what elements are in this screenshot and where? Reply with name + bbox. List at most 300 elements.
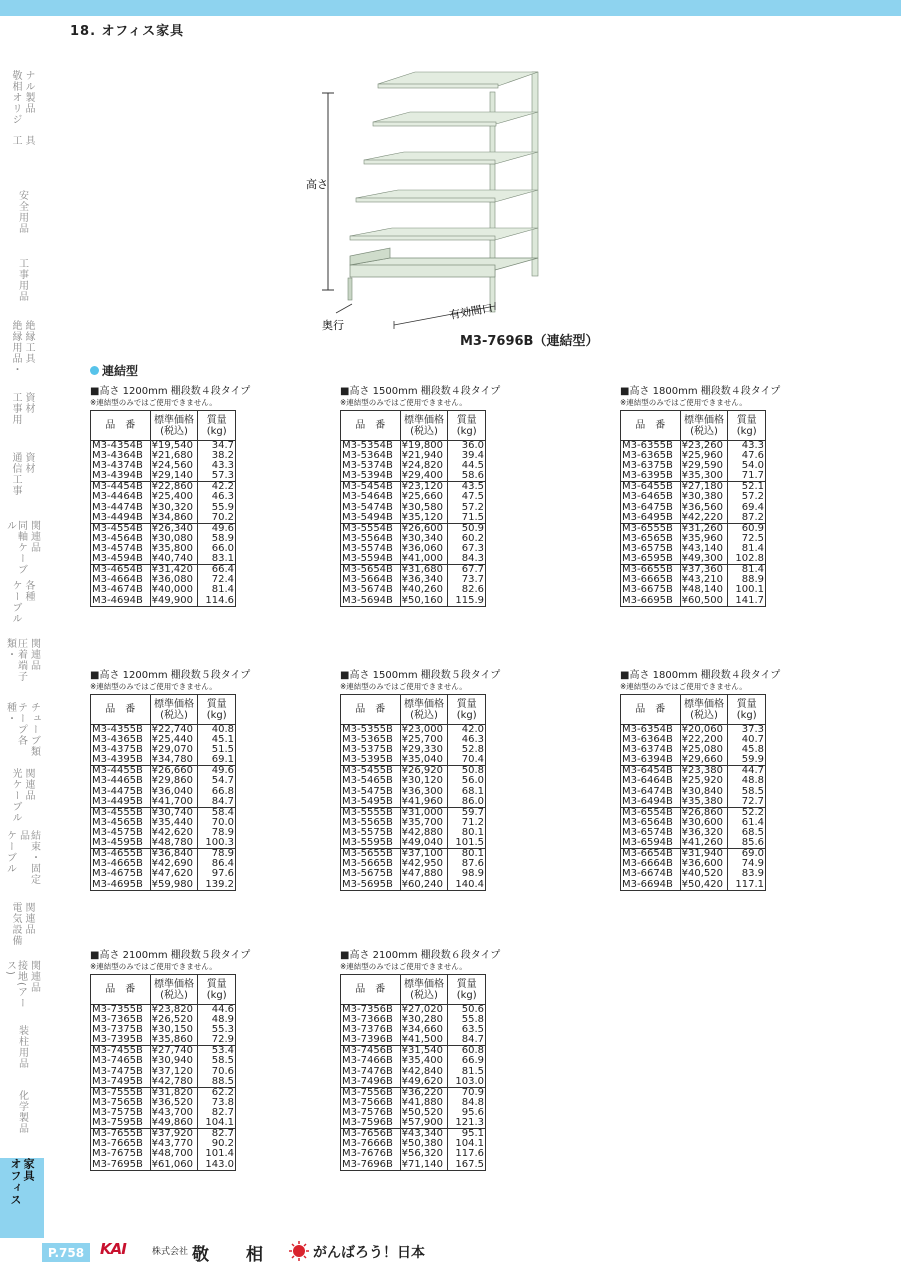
col-header-weight: 質量 (kg) <box>448 411 486 441</box>
table-heading: ■高さ 1200mm 棚段数５段タイプ <box>90 670 251 681</box>
cell-weight: 43.3 <box>728 441 766 452</box>
table-row <box>341 755 486 766</box>
cell-weight: 97.6 <box>198 869 236 879</box>
price-table <box>90 410 236 607</box>
cell-part-no: M3-5454B <box>341 482 401 493</box>
cell-part-no: M3-7395B <box>91 1035 151 1046</box>
cell-weight: 50.8 <box>448 766 486 777</box>
cell-weight: 70.4 <box>448 755 486 766</box>
cell-weight: 55.8 <box>448 1015 486 1025</box>
cell-weight: 58.5 <box>198 1056 236 1066</box>
table-heading: ■高さ 1500mm 棚段数４段タイプ <box>340 386 501 397</box>
table-row <box>341 869 486 879</box>
cell-part-no: M3-6675B <box>621 585 681 595</box>
cell-price: ¥40,740 <box>150 554 198 565</box>
sidebar-item[interactable] <box>0 902 44 952</box>
cell-weight: 62.2 <box>198 1087 236 1098</box>
cell-weight: 61.4 <box>728 818 766 828</box>
sidebar-item-label: 装柱用品 <box>16 1025 28 1069</box>
cell-part-no: M3-6554B <box>621 807 681 818</box>
cell-part-no: M3-7656B <box>341 1129 401 1140</box>
sidebar-item-label: 関連品 <box>23 768 34 801</box>
cell-weight: 82.6 <box>448 585 486 595</box>
cell-weight: 101.4 <box>198 1149 236 1159</box>
cell-price: ¥47,880 <box>400 869 448 879</box>
cell-weight: 69.4 <box>728 503 766 513</box>
cell-part-no: M3-7476B <box>341 1067 401 1077</box>
cell-price: ¥49,860 <box>150 1118 198 1129</box>
cell-part-no: M3-6395B <box>621 471 681 482</box>
cell-weight: 81.5 <box>448 1067 486 1077</box>
col-header-weight: 質量 (kg) <box>198 695 236 725</box>
cell-part-no: M3-5475B <box>341 787 401 797</box>
cell-price: ¥34,660 <box>400 1025 448 1035</box>
section-title: 18. オフィス家具 <box>70 24 185 39</box>
cell-price: ¥49,620 <box>400 1077 448 1088</box>
cell-weight: 86.0 <box>448 797 486 808</box>
cell-weight: 37.3 <box>728 725 766 736</box>
cell-weight: 57.2 <box>728 492 766 502</box>
cell-part-no: M3-5494B <box>341 513 401 524</box>
cell-weight: 72.7 <box>728 797 766 808</box>
cell-part-no: M3-7365B <box>91 1015 151 1025</box>
cell-part-no: M3-5474B <box>341 503 401 513</box>
cell-part-no: M3-7396B <box>341 1035 401 1046</box>
cell-part-no: M3-5594B <box>341 554 401 565</box>
cell-weight: 81.4 <box>728 565 766 576</box>
col-header-price: 標準価格 (税込) <box>680 695 728 725</box>
cell-price: ¥36,080 <box>150 575 198 585</box>
cell-part-no: M3-4394B <box>91 471 151 482</box>
cell-price: ¥26,660 <box>150 766 198 777</box>
cell-part-no: M3-5565B <box>341 818 401 828</box>
cell-weight: 141.7 <box>728 596 766 607</box>
cell-weight: 102.8 <box>728 554 766 565</box>
cell-part-no: M3-7576B <box>341 1108 401 1118</box>
col-header-part-no: 品 番 <box>621 695 681 725</box>
cell-weight: 71.7 <box>728 471 766 482</box>
cell-price: ¥36,560 <box>680 503 728 513</box>
cell-price: ¥40,260 <box>400 585 448 595</box>
sidebar-item-label: 資材 <box>23 392 34 414</box>
cell-weight: 43.5 <box>448 482 486 493</box>
table-row <box>341 1035 486 1046</box>
cell-price: ¥36,340 <box>400 575 448 585</box>
cell-price: ¥29,140 <box>150 471 198 482</box>
sidebar-item-label: 敬相オリジ <box>10 70 21 125</box>
col-header-part-no: 品 番 <box>91 411 151 441</box>
col-header-weight: 質量 (kg) <box>198 411 236 441</box>
cell-price: ¥30,340 <box>400 534 448 544</box>
price-table-block <box>90 950 251 1171</box>
cell-price: ¥61,060 <box>150 1160 198 1171</box>
cell-weight: 70.9 <box>448 1087 486 1098</box>
cell-part-no: M3-5554B <box>341 523 401 534</box>
company-name-char1: 敬 <box>192 1245 209 1265</box>
cell-weight: 57.2 <box>448 503 486 513</box>
cell-price: ¥43,140 <box>680 544 728 554</box>
cell-price: ¥50,420 <box>680 880 728 891</box>
cell-weight: 49.6 <box>198 766 236 777</box>
table-row <box>91 1160 236 1171</box>
cell-weight: 115.9 <box>448 596 486 607</box>
cell-price: ¥41,000 <box>400 554 448 565</box>
cell-weight: 70.2 <box>198 513 236 524</box>
table-row <box>621 471 766 482</box>
cell-weight: 59.7 <box>448 807 486 818</box>
cell-weight: 60.8 <box>448 1046 486 1057</box>
cell-part-no: M3-7456B <box>341 1046 401 1057</box>
cell-price: ¥27,740 <box>150 1046 198 1057</box>
cell-part-no: M3-7675B <box>91 1149 151 1159</box>
sidebar-item[interactable] <box>0 258 44 313</box>
cell-price: ¥35,860 <box>150 1035 198 1046</box>
cell-part-no: M3-4595B <box>91 838 151 849</box>
cell-weight: 103.0 <box>448 1077 486 1088</box>
cell-part-no: M3-5455B <box>341 766 401 777</box>
cell-part-no: M3-4454B <box>91 482 151 493</box>
cell-part-no: M3-6564B <box>621 818 681 828</box>
cell-part-no: M3-4365B <box>91 735 151 745</box>
cell-weight: 48.8 <box>728 776 766 786</box>
cell-price: ¥21,940 <box>400 451 448 461</box>
cell-part-no: M3-7695B <box>91 1160 151 1171</box>
table-row <box>341 585 486 595</box>
cell-weight: 70.0 <box>198 818 236 828</box>
cell-part-no: M3-5395B <box>341 755 401 766</box>
cell-price: ¥30,280 <box>400 1015 448 1025</box>
table-row <box>341 554 486 565</box>
table-note: ※連結型のみではご使用できません。 <box>340 962 467 971</box>
cell-part-no: M3-4364B <box>91 451 151 461</box>
sidebar-item[interactable] <box>0 702 44 762</box>
price-table <box>340 694 486 891</box>
cell-price: ¥36,840 <box>150 849 198 860</box>
table-heading: ■高さ 1500mm 棚段数５段タイプ <box>340 670 501 681</box>
col-header-part-no: 品 番 <box>91 975 151 1005</box>
price-table <box>340 410 486 607</box>
cell-weight: 55.9 <box>198 503 236 513</box>
cell-weight: 82.7 <box>198 1108 236 1118</box>
sidebar-item[interactable] <box>0 135 44 180</box>
cell-weight: 40.7 <box>728 735 766 745</box>
cell-part-no: M3-4354B <box>91 441 151 452</box>
cell-part-no: M3-5665B <box>341 859 401 869</box>
cell-price: ¥37,120 <box>150 1067 198 1077</box>
cell-weight: 57.3 <box>198 471 236 482</box>
cell-weight: 87.2 <box>728 513 766 524</box>
cell-part-no: M3-6494B <box>621 797 681 808</box>
sidebar-item-label: 関連品 <box>28 960 40 993</box>
sidebar-item-label: 圧着端子類・ <box>4 638 27 682</box>
cell-weight: 95.6 <box>448 1108 486 1118</box>
cell-weight: 84.7 <box>448 1035 486 1046</box>
cell-part-no: M3-5354B <box>341 441 401 452</box>
cell-part-no: M3-7555B <box>91 1087 151 1098</box>
table-heading: ■高さ 2100mm 棚段数６段タイプ <box>340 950 501 961</box>
cell-price: ¥41,700 <box>150 797 198 808</box>
cell-weight: 66.4 <box>198 565 236 576</box>
cell-price: ¥20,060 <box>680 725 728 736</box>
sidebar-item[interactable] <box>0 1090 44 1145</box>
cell-price: ¥42,220 <box>680 513 728 524</box>
sidebar-item-label: チューブ類 <box>28 702 40 757</box>
table-row <box>341 797 486 808</box>
cell-price: ¥50,380 <box>400 1139 448 1149</box>
cell-price: ¥31,940 <box>680 849 728 860</box>
cell-part-no: M3-7696B <box>341 1160 401 1171</box>
sidebar-item-label: 各種 <box>23 580 34 602</box>
cell-part-no: M3-6664B <box>621 859 681 869</box>
cell-part-no: M3-4664B <box>91 575 151 585</box>
sidebar-item-label: 絶縁工具 <box>23 320 34 364</box>
col-header-weight: 質量 (kg) <box>728 411 766 441</box>
cell-part-no: M3-5495B <box>341 797 401 808</box>
cell-part-no: M3-7566B <box>341 1098 401 1108</box>
sidebar-item-label: 家具 <box>22 1158 35 1182</box>
cell-weight: 68.5 <box>728 828 766 838</box>
cell-part-no: M3-5694B <box>341 596 401 607</box>
cell-part-no: M3-4565B <box>91 818 151 828</box>
sidebar-item[interactable] <box>0 1158 44 1238</box>
table-row <box>341 596 486 607</box>
cell-part-no: M3-4695B <box>91 880 151 891</box>
cell-weight: 43.3 <box>198 461 236 471</box>
cell-weight: 58.6 <box>448 471 486 482</box>
cell-price: ¥24,820 <box>400 461 448 471</box>
cell-price: ¥19,540 <box>150 441 198 452</box>
cell-part-no: M3-4375B <box>91 745 151 755</box>
cell-part-no: M3-6495B <box>621 513 681 524</box>
table-note: ※連結型のみではご使用できません。 <box>340 682 467 691</box>
cell-weight: 82.7 <box>198 1129 236 1140</box>
cell-part-no: M3-6574B <box>621 828 681 838</box>
cell-price: ¥25,660 <box>400 492 448 502</box>
cell-part-no: M3-5595B <box>341 838 401 849</box>
table-row <box>341 1149 486 1159</box>
cell-weight: 44.5 <box>448 461 486 471</box>
cell-price: ¥36,600 <box>680 859 728 869</box>
col-header-price: 標準価格 (税込) <box>680 411 728 441</box>
cell-part-no: M3-6394B <box>621 755 681 766</box>
sidebar-item[interactable] <box>0 320 44 380</box>
cell-weight: 78.9 <box>198 828 236 838</box>
cell-weight: 139.2 <box>198 880 236 891</box>
col-header-weight: 質量 (kg) <box>448 975 486 1005</box>
cell-price: ¥35,400 <box>400 1056 448 1066</box>
sidebar-item-label: 通信工事 <box>10 452 21 496</box>
col-header-price: 標準価格 (税込) <box>150 411 198 441</box>
cell-part-no: M3-7496B <box>341 1077 401 1088</box>
sidebar-item[interactable] <box>0 768 44 823</box>
cell-price: ¥30,600 <box>680 818 728 828</box>
cell-price: ¥71,140 <box>400 1160 448 1171</box>
cell-price: ¥21,680 <box>150 451 198 461</box>
table-note: ※連結型のみではご使用できません。 <box>90 398 217 407</box>
cell-price: ¥41,960 <box>400 797 448 808</box>
cell-price: ¥23,260 <box>680 441 728 452</box>
col-header-part-no: 品 番 <box>621 411 681 441</box>
cell-weight: 95.1 <box>448 1129 486 1140</box>
sidebar-item-label: 絶縁用品・ <box>10 320 21 375</box>
cell-weight: 167.5 <box>448 1160 486 1171</box>
sidebar-item-label: テープ各種・ <box>4 702 27 746</box>
cell-price: ¥29,660 <box>680 755 728 766</box>
sidebar-item-label: オフィス <box>9 1158 22 1206</box>
cell-weight: 81.4 <box>198 585 236 595</box>
sidebar-item-label: 化学製品 <box>16 1090 28 1134</box>
cell-weight: 83.9 <box>728 869 766 879</box>
table-row <box>91 797 236 808</box>
cell-price: ¥30,320 <box>150 503 198 513</box>
cell-weight: 83.1 <box>198 554 236 565</box>
cell-part-no: M3-5654B <box>341 565 401 576</box>
cell-weight: 69.0 <box>728 849 766 860</box>
table-row <box>341 471 486 482</box>
cell-part-no: M3-5465B <box>341 776 401 786</box>
cell-part-no: M3-4574B <box>91 544 151 554</box>
cell-price: ¥35,120 <box>400 513 448 524</box>
price-table <box>340 974 486 1171</box>
sidebar-item[interactable] <box>0 452 44 512</box>
sidebar-item[interactable] <box>0 70 44 130</box>
sidebar-item-label: 具 <box>23 135 34 146</box>
cell-price: ¥35,300 <box>680 471 728 482</box>
cell-price: ¥22,740 <box>150 725 198 736</box>
sidebar-item-label: 関連品 <box>23 902 34 935</box>
cell-price: ¥26,520 <box>150 1015 198 1025</box>
cell-weight: 42.0 <box>448 725 486 736</box>
page-number: P.758 <box>42 1243 90 1262</box>
sidebar-item[interactable] <box>0 190 44 250</box>
cell-price: ¥23,380 <box>680 766 728 777</box>
cell-price: ¥29,070 <box>150 745 198 755</box>
sidebar-item-label: 同軸ケーブル <box>4 520 27 575</box>
table-row <box>91 585 236 595</box>
cell-price: ¥26,860 <box>680 807 728 818</box>
col-header-part-no: 品 番 <box>341 975 401 1005</box>
table-note: ※連結型のみではご使用できません。 <box>620 682 747 691</box>
cell-price: ¥35,800 <box>150 544 198 554</box>
sidebar-item-label: 結束・固定品 <box>17 830 40 885</box>
table-row <box>91 880 236 891</box>
sidebar-item[interactable] <box>0 960 44 1015</box>
cell-part-no: M3-7376B <box>341 1025 401 1035</box>
sidebar-item[interactable] <box>0 392 44 442</box>
cell-price: ¥49,900 <box>150 596 198 607</box>
cell-weight: 58.9 <box>198 534 236 544</box>
cell-price: ¥42,780 <box>150 1077 198 1088</box>
cell-part-no: M3-7575B <box>91 1108 151 1118</box>
bullet-dot-icon <box>90 366 99 375</box>
cell-part-no: M3-7466B <box>341 1056 401 1066</box>
category-label: 連結型 <box>102 364 139 378</box>
cell-weight: 60.2 <box>448 534 486 544</box>
table-row <box>341 838 486 849</box>
height-label: 高さ <box>306 178 328 191</box>
cell-price: ¥34,860 <box>150 513 198 524</box>
sidebar-item[interactable] <box>0 830 44 895</box>
sidebar-item[interactable] <box>0 1025 44 1080</box>
shelf-illustration <box>300 60 620 350</box>
cell-part-no: M3-4654B <box>91 565 151 576</box>
cell-price: ¥43,770 <box>150 1139 198 1149</box>
table-row <box>621 585 766 595</box>
cell-price: ¥50,160 <box>400 596 448 607</box>
cell-weight: 117.1 <box>728 880 766 891</box>
cell-part-no: M3-7375B <box>91 1025 151 1035</box>
cell-price: ¥27,020 <box>400 1005 448 1016</box>
cell-part-no: M3-4674B <box>91 585 151 595</box>
col-header-price: 標準価格 (税込) <box>400 695 448 725</box>
sidebar-item-label: 資材 <box>23 452 34 474</box>
cell-price: ¥31,680 <box>400 565 448 576</box>
cell-weight: 52.2 <box>728 807 766 818</box>
cell-weight: 86.4 <box>198 859 236 869</box>
cell-price: ¥25,440 <box>150 735 198 745</box>
table-row <box>91 1035 236 1046</box>
cell-price: ¥34,780 <box>150 755 198 766</box>
table-row <box>621 869 766 879</box>
cell-part-no: M3-5374B <box>341 461 401 471</box>
top-color-bar <box>0 0 901 16</box>
table-row <box>91 755 236 766</box>
cell-price: ¥25,960 <box>680 451 728 461</box>
cell-weight: 71.2 <box>448 818 486 828</box>
cell-part-no: M3-6374B <box>621 745 681 755</box>
cell-part-no: M3-7556B <box>341 1087 401 1098</box>
cell-weight: 68.1 <box>448 787 486 797</box>
cell-price: ¥23,000 <box>400 725 448 736</box>
cell-part-no: M3-4655B <box>91 849 151 860</box>
cell-part-no: M3-5674B <box>341 585 401 595</box>
cell-weight: 84.8 <box>448 1098 486 1108</box>
cell-weight: 56.0 <box>448 776 486 786</box>
cell-part-no: M3-6464B <box>621 776 681 786</box>
cell-weight: 70.6 <box>198 1067 236 1077</box>
cell-weight: 45.1 <box>198 735 236 745</box>
brand-logo: KAI <box>100 1240 126 1258</box>
cell-price: ¥35,040 <box>400 755 448 766</box>
cell-price: ¥60,500 <box>680 596 728 607</box>
table-heading: ■高さ 1800mm 棚段数４段タイプ <box>620 670 781 681</box>
cell-price: ¥36,520 <box>150 1098 198 1108</box>
sidebar-item-label: 工事用品 <box>16 258 28 302</box>
cell-price: ¥36,300 <box>400 787 448 797</box>
table-row <box>341 880 486 891</box>
sidebar-item[interactable] <box>0 580 44 630</box>
cell-price: ¥48,140 <box>680 585 728 595</box>
sidebar-item[interactable] <box>0 638 44 693</box>
cell-part-no: M3-6654B <box>621 849 681 860</box>
cell-part-no: M3-5365B <box>341 735 401 745</box>
cell-price: ¥36,320 <box>680 828 728 838</box>
cell-price: ¥26,340 <box>150 523 198 534</box>
cell-part-no: M3-6455B <box>621 482 681 493</box>
cell-price: ¥30,940 <box>150 1056 198 1066</box>
sun-flower-icon <box>288 1240 310 1262</box>
cell-weight: 44.6 <box>198 1005 236 1016</box>
cell-price: ¥43,700 <box>150 1108 198 1118</box>
cell-weight: 40.8 <box>198 725 236 736</box>
table-row <box>341 1160 486 1171</box>
cell-price: ¥30,150 <box>150 1025 198 1035</box>
table-note: ※連結型のみではご使用できません。 <box>620 398 747 407</box>
sidebar-item[interactable] <box>0 520 44 580</box>
cell-part-no: M3-6595B <box>621 554 681 565</box>
cell-price: ¥56,320 <box>400 1149 448 1159</box>
cell-weight: 45.8 <box>728 745 766 755</box>
